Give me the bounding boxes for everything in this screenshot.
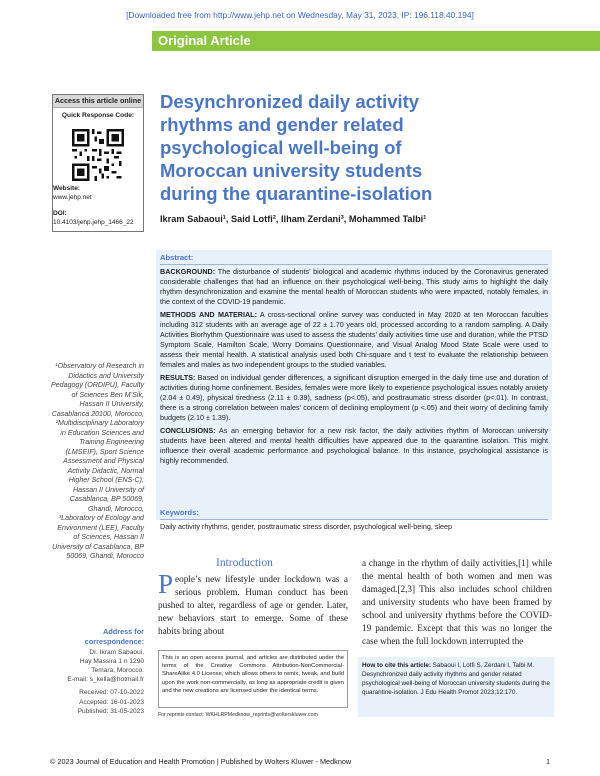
correspondence-heading: Address for correspondence: bbox=[84, 627, 144, 646]
qr-code-icon[interactable] bbox=[72, 129, 124, 181]
author-list: Ikram Sabaoui¹, Said Lotfi², Ilham Zerdani³, Mohammed Talbi¹ bbox=[160, 214, 427, 224]
date-published: Published: 31-05-2023 bbox=[77, 708, 144, 715]
correspondence-details bbox=[50, 648, 144, 684]
corr-line: Temara, Morocco. bbox=[91, 667, 144, 674]
article-dates bbox=[50, 688, 144, 717]
doi-value[interactable]: 10.4103/jehp.jehp_1466_22 bbox=[53, 219, 134, 226]
affiliations: ¹Observatory of Research in Didactics and University Pedagogy (ORDIPU), Faculty of Sciences Ben M’Sik, Hassan II University, Casablanca 20100, Morocco, ²Multidisciplinary Laboratory in Education Sciences and Training Engineering (LMSEIF), Sport Science Assessment and Physical Activity Didactic, Normal Higher School (ENS-C), Hassan II University of Casablanca, BP 50069, Ghandi, Morocco, ³Laboratory of Ecology and Environment (LEE), Faculty of Sciences, Hassan II University of Casablanca, BP 50069, Ghandi, Morocco bbox=[50, 362, 144, 560]
corr-line: Dr. Ikram Sabaoui, bbox=[89, 649, 144, 656]
abstract-heading: Abstract: bbox=[160, 253, 194, 262]
qr-code-label: Quick Response Code: bbox=[61, 112, 135, 119]
abstract-results: RESULTS: Based on individual gender differences, a significant disruption emerged in the daily time use and duration of activities during home confinement. Besides, females were more likely to experience psychological issues notably anxiety (2.04 ± 0.49), physical tiredness (2.11 ± 0.39), sadness (p<.05), and posttraumatic stress disorder (p<.01). In contrast, there is a strong correlation between males’ concern of declining employment (p <.05) and their worry of declining family budgets (2.10 ± 1.39). bbox=[160, 373, 548, 422]
doi-label: DOI: bbox=[53, 210, 67, 217]
how-to-cite-text: Sabaoui I, Lotfi S, Zerdani I, Talbi M. Desynchronized daily activity rhythms and gender related psychological well-being of Moroccan university students during the quarantine-isolation. J Edu Health Promot 2023;12:170. bbox=[362, 662, 550, 696]
abstract-methods: METHODS AND MATERIAL: A cross-sectional online survey was conducted in May 2020 at ten Moroccan faculties including 312 students with an average age of 22 ± 1.70 years old, processed according to a random sampling. A Daily Activities Biorhythm Questionnaire was used to assess the students’ daily activities time use and duration, while the PTSD Symptom Scale, Hamilton Scale, Worry Domains Questionnaire, and Visual Analog Mood State Scale were used to assess their mental health. A statistical analysis used both Chi-square and t test to evaluate the relationship between females and males as two independent groups to the studied variables. bbox=[160, 310, 548, 369]
footer-copyright: © 2023 Journal of Education and Health Promotion | Published by Wolters Kluwer - Medknow bbox=[50, 757, 352, 766]
keywords-list: Daily activity rhythms, gender, posttraumatic stress disorder, psychological well-being, sleep bbox=[160, 522, 453, 531]
intro-paragraph: eople’s new lifestyle under lockdown was a serious problem. Human conduct has been pushed to alter, regardless of age or gender. Later, new behaviors start to emerge. Some of these habits bring about bbox=[158, 574, 348, 636]
section-header: Original Article bbox=[152, 31, 600, 51]
intro-column-2: a change in the rhythm of daily activities,[1] while the mental health of both women and men was damaged.[2,3] This also includes school children and university students who have been framed by school and university rhythms before the COVID-19 pandemic. Except that this was no longer the case when the full lockdown interrupted the bbox=[362, 558, 552, 646]
article-title: Desynchronized daily activity rhythms and gender related psychological well-being of Moroccan university students during the quarantine-isolation bbox=[160, 91, 433, 204]
dropcap: P bbox=[158, 569, 174, 599]
page-number: 1 bbox=[545, 757, 550, 766]
introduction-heading: Introduction bbox=[216, 557, 273, 569]
website-link[interactable]: www.jehp.net bbox=[53, 194, 92, 201]
page-footer bbox=[50, 757, 550, 766]
website-label: Website: bbox=[53, 185, 80, 192]
download-banner[interactable]: [Downloaded free from http://www.jehp.net on Wednesday, May 31, 2023, IP: 196.118.40.194] bbox=[126, 10, 474, 20]
doi-block bbox=[53, 209, 149, 227]
reprints-contact: For reprints contact: WKHLRPMedknow_reprints@wolterskluwer.com bbox=[158, 712, 318, 718]
abstract-background: BACKGROUND: The disturbance of students’ biological and academic rhythms induced by the Coronavirus generated considerable challenges that had an influence on their psychological well-being. This study aims to highlight the daily rhythm desynchronization and examine the mental health of Moroccan students who were impacted, notably females, in the context of the COVID-19 pandemic. bbox=[160, 267, 548, 306]
how-to-cite-label: How to cite this article: bbox=[362, 662, 431, 669]
website-block bbox=[53, 184, 145, 202]
date-received: Received: 07-10-2022 bbox=[79, 689, 144, 696]
access-online-header: Access this article online bbox=[53, 95, 143, 108]
date-accepted: Accepted: 16-01-2023 bbox=[79, 698, 144, 706]
keywords-heading: Keywords: bbox=[160, 508, 199, 517]
abstract-content bbox=[160, 253, 548, 466]
abstract-conclusions: CONCLUSIONS: As an emerging behavior for a new risk factor, the daily activities rhythm of Moroccan university students have been altered and mental health difficulties have appeared due to the quarantine isolation. This might influence their overall academic performance and psychological balance. In this instance, psychological assistance is highly recommended. bbox=[160, 426, 548, 465]
how-to-cite-box bbox=[358, 657, 554, 717]
intro-column-1 bbox=[158, 569, 348, 638]
keywords-block bbox=[160, 508, 548, 532]
corr-line: Hay Massira 1 n 1290 bbox=[79, 658, 144, 665]
corr-email[interactable]: E-mail: s_kella@hotmail.fr bbox=[67, 676, 144, 683]
license-notice: This is an open access journal, and articles are distributed under the terms of the Creative Commons Attribution-NonCommercial-ShareAlike 4.0 License, which allows others to remix, tweak, and build upon the work non-commercially, as long as appropriate credit is given and the new creations are licensed under the identical terms. bbox=[158, 650, 348, 708]
